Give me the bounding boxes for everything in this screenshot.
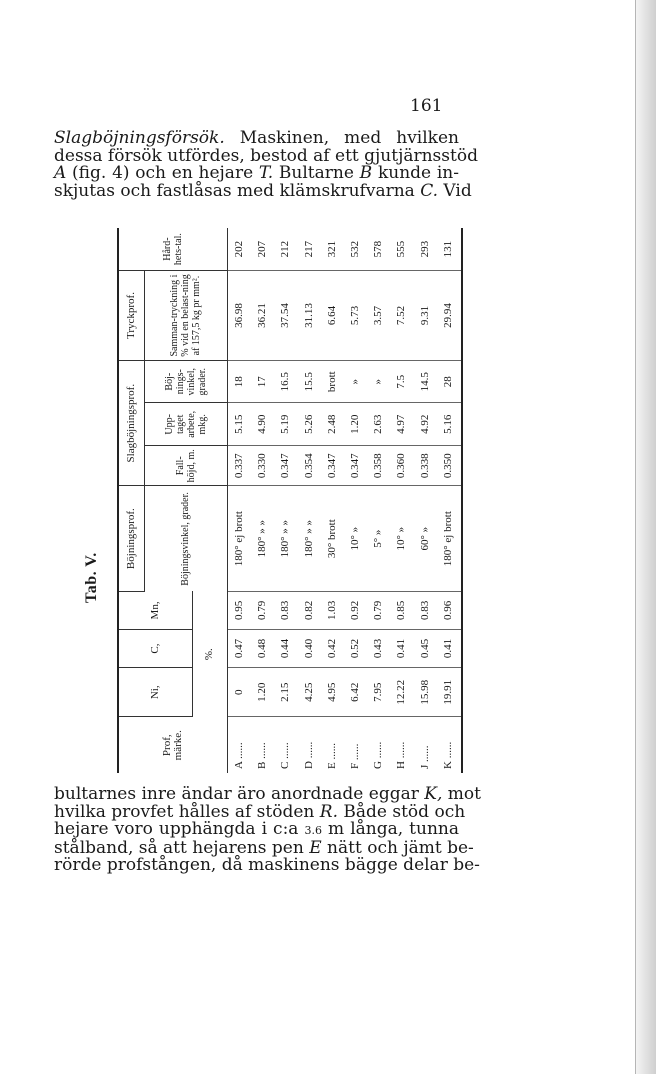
cell-hard: 207 [251,228,274,271]
cell-fall: 0.337 [227,446,251,486]
cell-ni: 2.15 [274,668,297,717]
cell-bojning: 30° brott [321,486,344,591]
intro-text: (fig. 4) och en hejare [66,163,259,183]
cell-fall: 0.347 [274,446,297,486]
cell-bojning: 180° » » [298,486,321,591]
cell-prof: A ...... [232,742,245,769]
cell-prof: F ...... [349,743,361,769]
table-body [227,228,462,773]
cell-hard: 555 [390,228,413,271]
outro-text: m långa, tunna [321,819,459,839]
cell-tryck: 3.57 [367,271,390,361]
header-percent: %. [192,591,227,717]
header-slag-group: Slagböjningsprof. [118,360,144,486]
cell-bojning: 180° » » [251,486,274,591]
page-edge-shadow [635,0,656,1074]
cell-hard: 131 [437,228,462,271]
cell-upp: 4.97 [390,403,413,446]
cell-prof: D ...... [302,741,315,769]
cell-mn: 0.82 [298,591,321,629]
table-row [321,228,344,773]
cell-upp: 5.15 [227,403,251,446]
cell-upp: 4.92 [413,403,436,446]
outro-text: hvilka provfet hålles af stöden [54,801,320,822]
table-row [367,228,390,773]
header-upptaget: Upp-taget arbete, mkg. [144,403,227,446]
rotated-table [83,228,463,773]
outro-text: Både stöd och [338,801,466,822]
header-tryck-group: Tryckprof. [118,271,144,361]
intro-text: kunde in- [372,163,459,183]
header-bojning-group: Böjningsprof. [118,486,144,591]
outro-text: rörde profstången, då maskinens bägge delar be- [54,855,480,875]
cell-prof: K ...... [442,741,455,769]
cell-tryck: 7.52 [390,271,413,361]
cell-mn: 0.83 [274,591,297,629]
intro-text: C. [420,180,439,201]
table-row [390,228,413,773]
cell-mn: 0.83 [413,591,436,629]
cell-upp: 4.90 [251,403,274,446]
table-v-container [83,228,463,773]
cell-hard: 293 [413,228,436,271]
cell-c: 0.41 [390,629,413,667]
cell-hard: 202 [227,228,251,271]
outro-text: 3.6 [304,824,322,837]
cell-ni: 19.91 [437,668,462,717]
cell-mn: 0.95 [227,591,251,629]
header-bojning-sub: Böjningsvinkel, grader. [144,486,227,591]
cell-c: 0.41 [437,629,462,667]
cell-upp: 5.19 [274,403,297,446]
intro-text: Slagböjningsförsök. [54,128,225,148]
cell-mn: 0.79 [251,591,274,629]
cell-c: 0.48 [251,629,274,667]
cell-bojning: 5° » [367,486,390,591]
header-prof: Prof, märke. [118,717,227,773]
cell-tryck: 36.21 [251,271,274,361]
cell-bojning: 60° » [413,486,436,591]
cell-vinkel: 14.5 [413,360,436,403]
cell-ni: 7.95 [367,668,390,717]
table-title: Tab. V. [83,552,100,603]
cell-vinkel: » [367,360,390,403]
cell-bojning: 180° ej brott [437,486,462,591]
cell-vinkel: 17 [251,360,274,403]
intro-text: T. [258,163,274,183]
cell-upp: 2.63 [367,403,390,446]
cell-prof: H ...... [395,741,408,769]
cell-prof: E ...... [325,743,338,769]
cell-fall: 0.360 [390,446,413,486]
cell-vinkel: brott [321,360,344,403]
header-ni: Ni, [118,668,192,717]
cell-upp: 2.48 [321,403,344,446]
cell-upp: 1.20 [344,403,367,446]
cell-c: 0.40 [298,629,321,667]
outro-text: bultarnes inre ändar äro anordnade eggar [54,784,425,804]
cell-hard: 321 [321,228,344,271]
cell-c: 0.44 [274,629,297,667]
cell-mn: 0.85 [390,591,413,629]
cell-prof: G ...... [372,741,385,769]
cell-hard: 532 [344,228,367,271]
cell-fall: 0.347 [344,446,367,486]
cell-tryck: 6.64 [321,271,344,361]
cell-mn: 1.03 [321,591,344,629]
cell-mn: 0.92 [344,591,367,629]
cell-fall: 0.354 [298,446,321,486]
header-tryck-sub: Samman-tryckning i % vid en belast-ning af 157,5 kg pr mm². [144,271,227,361]
cell-prof: B ...... [256,742,269,769]
cell-tryck: 31.13 [298,271,321,361]
outro-text: E [309,837,322,858]
table-row [437,228,462,773]
cell-c: 0.45 [413,629,436,667]
cell-hard: 578 [367,228,390,271]
cell-vinkel: 16.5 [274,360,297,403]
table-row [274,228,297,773]
outro-text: nätt och jämt be- [321,837,474,858]
intro-line [54,180,472,201]
intro-text: dessa försök utfördes, bestod af ett gjutjärnsstöd [54,145,478,166]
header-c: C, [118,629,192,667]
cell-hard: 217 [298,228,321,271]
header-fallhojd: Fall-höjd, m. [144,446,227,486]
data-table [117,228,463,773]
intro-text: Bultarne [273,163,360,183]
cell-ni: 6.42 [344,668,367,717]
cell-vinkel: » [344,360,367,403]
cell-bojning: 10° » [344,486,367,591]
outro-line [54,855,480,875]
table-row [344,228,367,773]
cell-tryck: 37.54 [274,271,297,361]
page-number: 161 [410,96,443,116]
cell-upp: 5.26 [298,403,321,446]
table-row [298,228,321,773]
cell-ni: 4.95 [321,668,344,717]
intro-text: A [54,163,67,183]
outro-text: stålband, så att hejarens pen [54,837,310,858]
cell-upp: 5.16 [437,403,462,446]
cell-prof: C ...... [279,742,292,769]
outro-text: hejare voro upphängda i c:a [54,819,305,839]
table-row [227,228,251,773]
cell-ni: 15.98 [413,668,436,717]
cell-ni: 12.22 [390,668,413,717]
cell-tryck: 5.73 [344,271,367,361]
cell-c: 0.47 [227,629,251,667]
cell-tryck: 36.98 [227,271,251,361]
cell-c: 0.42 [321,629,344,667]
intro-text: Maskinen, med hvilken [224,128,459,148]
cell-vinkel: 18 [227,360,251,403]
cell-bojning: 180° ej brott [227,486,251,591]
cell-mn: 0.79 [367,591,390,629]
cell-c: 0.52 [344,629,367,667]
header-mn: Mn, [118,591,192,629]
outro-text: K, [424,784,443,804]
cell-bojning: 10° » [390,486,413,591]
cell-vinkel: 7.5 [390,360,413,403]
header-hardhet: Hård-hets-tal. [118,228,227,271]
intro-paragraph [54,128,478,201]
cell-c: 0.43 [367,629,390,667]
cell-tryck: 29.94 [437,271,462,361]
table-row [251,228,274,773]
header-bojningsvinkel: Böj-nings-vinkel, grader. [144,360,227,403]
cell-prof: J ...... [418,745,431,769]
intro-text: Vid [438,180,472,201]
cell-tryck: 9.31 [413,271,436,361]
cell-vinkel: 15.5 [298,360,321,403]
cell-mn: 0.96 [437,591,462,629]
cell-fall: 0.358 [367,446,390,486]
table-row [413,228,436,773]
cell-ni: 1.20 [251,668,274,717]
cell-ni: 4.25 [298,668,321,717]
intro-text: skjutas och fastlåsas med klämskrufvarna [54,180,421,201]
outro-paragraph [54,784,481,875]
cell-fall: 0.330 [251,446,274,486]
cell-hard: 212 [274,228,297,271]
outro-text: R. [319,801,338,822]
cell-vinkel: 28 [437,360,462,403]
cell-ni: 0 [227,668,251,717]
outro-text: mot [442,784,481,804]
cell-bojning: 180° » » [274,486,297,591]
cell-fall: 0.338 [413,446,436,486]
cell-fall: 0.350 [437,446,462,486]
cell-fall: 0.347 [321,446,344,486]
intro-text: B [359,163,373,183]
